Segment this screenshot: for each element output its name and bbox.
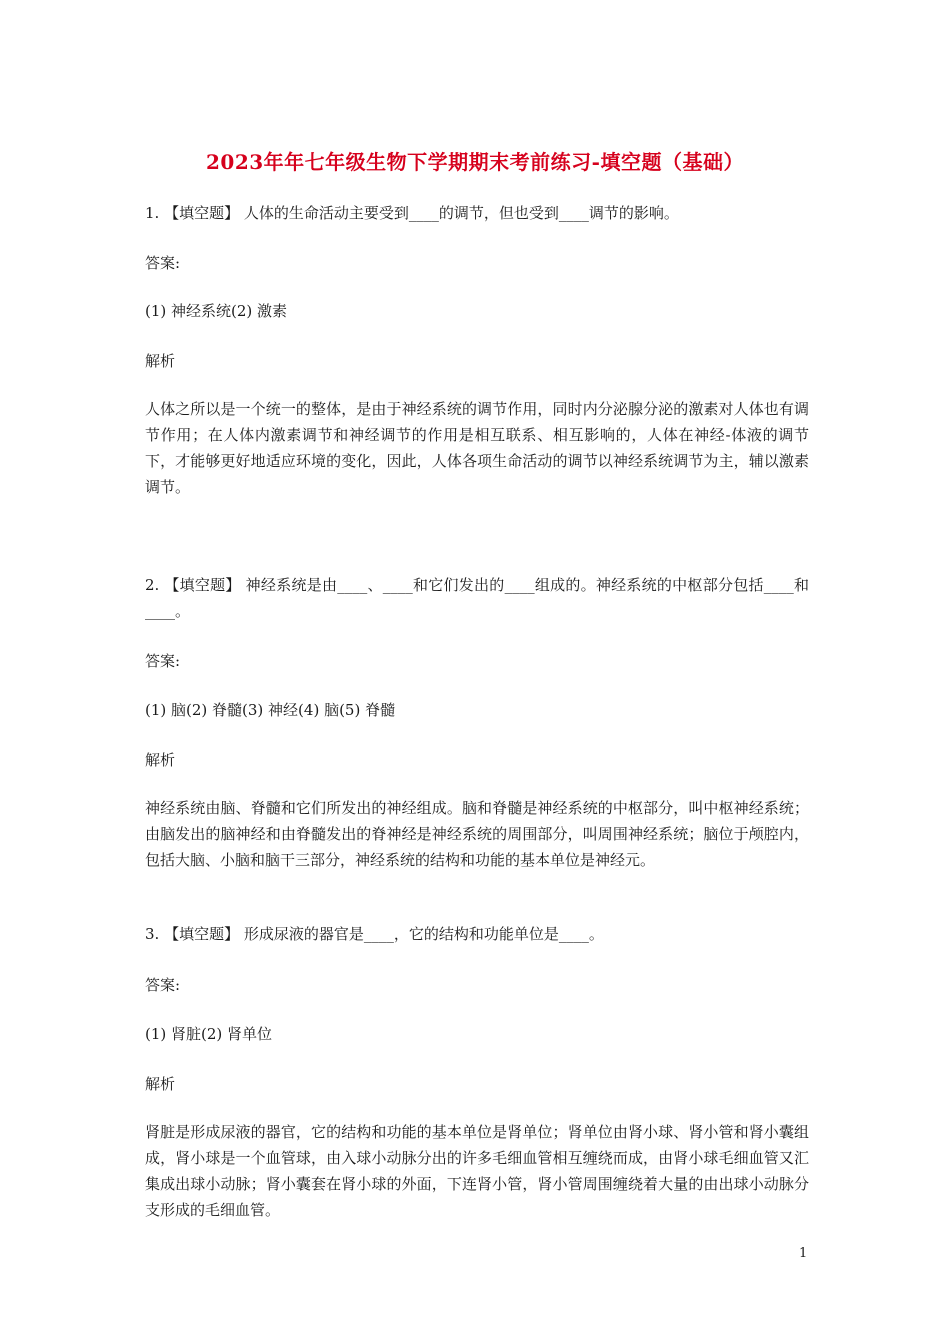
question-2-answer-label: 答案: [145,652,181,670]
question-3-analysis-label: 解析 [145,1075,176,1093]
question-2-analysis: 神经系统由脑、脊髓和它们所发出的神经组成。脑和脊髓是神经系统的中枢部分，叫中枢神经系统；由脑发出的脑神经和由脊髓发出的脊神经是神经系统的周围部分，叫周围神经系统；脑位于颅腔内，包括大脑、小脑和脑干三部分，神经系统的结构和功能的基本单位是神经元。 [145,799,809,869]
question-2-text: 2. 【填空题】 神经系统是由____、____和它们发出的____组成的。神经系统的中枢部分包括____和____。 [145,576,809,620]
question-3-analysis: 肾脏是形成尿液的器官，它的结构和功能的基本单位是肾单位；肾单位由肾小球、肾小管和肾小囊组成，肾小球是一个血管球，由入球小动脉分出的许多毛细血管相互缠绕而成，由肾小球毛细血管又汇集成出球小动脉；肾小囊套在肾小球的外面，下连肾小管，肾小管周围缠绕着大量的由出球小动脉分支形成的毛细血管。 [145,1123,809,1219]
question-1-analysis-label: 解析 [145,352,176,370]
question-1-analysis: 人体之所以是一个统一的整体，是由于神经系统的调节作用，同时内分泌腺分泌的激素对人体也有调节作用；在人体内激素调节和神经调节的作用是相互联系、相互影响的，人体在神经-体液的调节下，才能够更好地适应环境的变化，因此，人体各项生命活动的调节以神经系统调节为主，辅以激素调节。 [145,400,809,496]
question-1-answer-label: 答案: [145,254,181,272]
question-3-text: 3. 【填空题】 形成尿液的器官是____，它的结构和功能单位是____。 [145,925,604,943]
question-1-answer: (1) 神经系统(2) 激素 [145,302,288,320]
question-3-answer: (1) 肾脏(2) 肾单位 [145,1025,273,1043]
question-2-answer: (1) 脑(2) 脊髓(3) 神经(4) 脑(5) 脊髓 [145,701,396,719]
document-title: 2023年年七年级生物下学期期末考前练习-填空题（基础） [206,150,744,174]
page-number: 1 [799,1246,808,1261]
question-2-analysis-label: 解析 [145,751,176,769]
question-3-answer-label: 答案: [145,976,181,994]
question-1-text: 1. 【填空题】 人体的生命活动主要受到____的调节，但也受到____调节的影响。 [145,204,679,222]
